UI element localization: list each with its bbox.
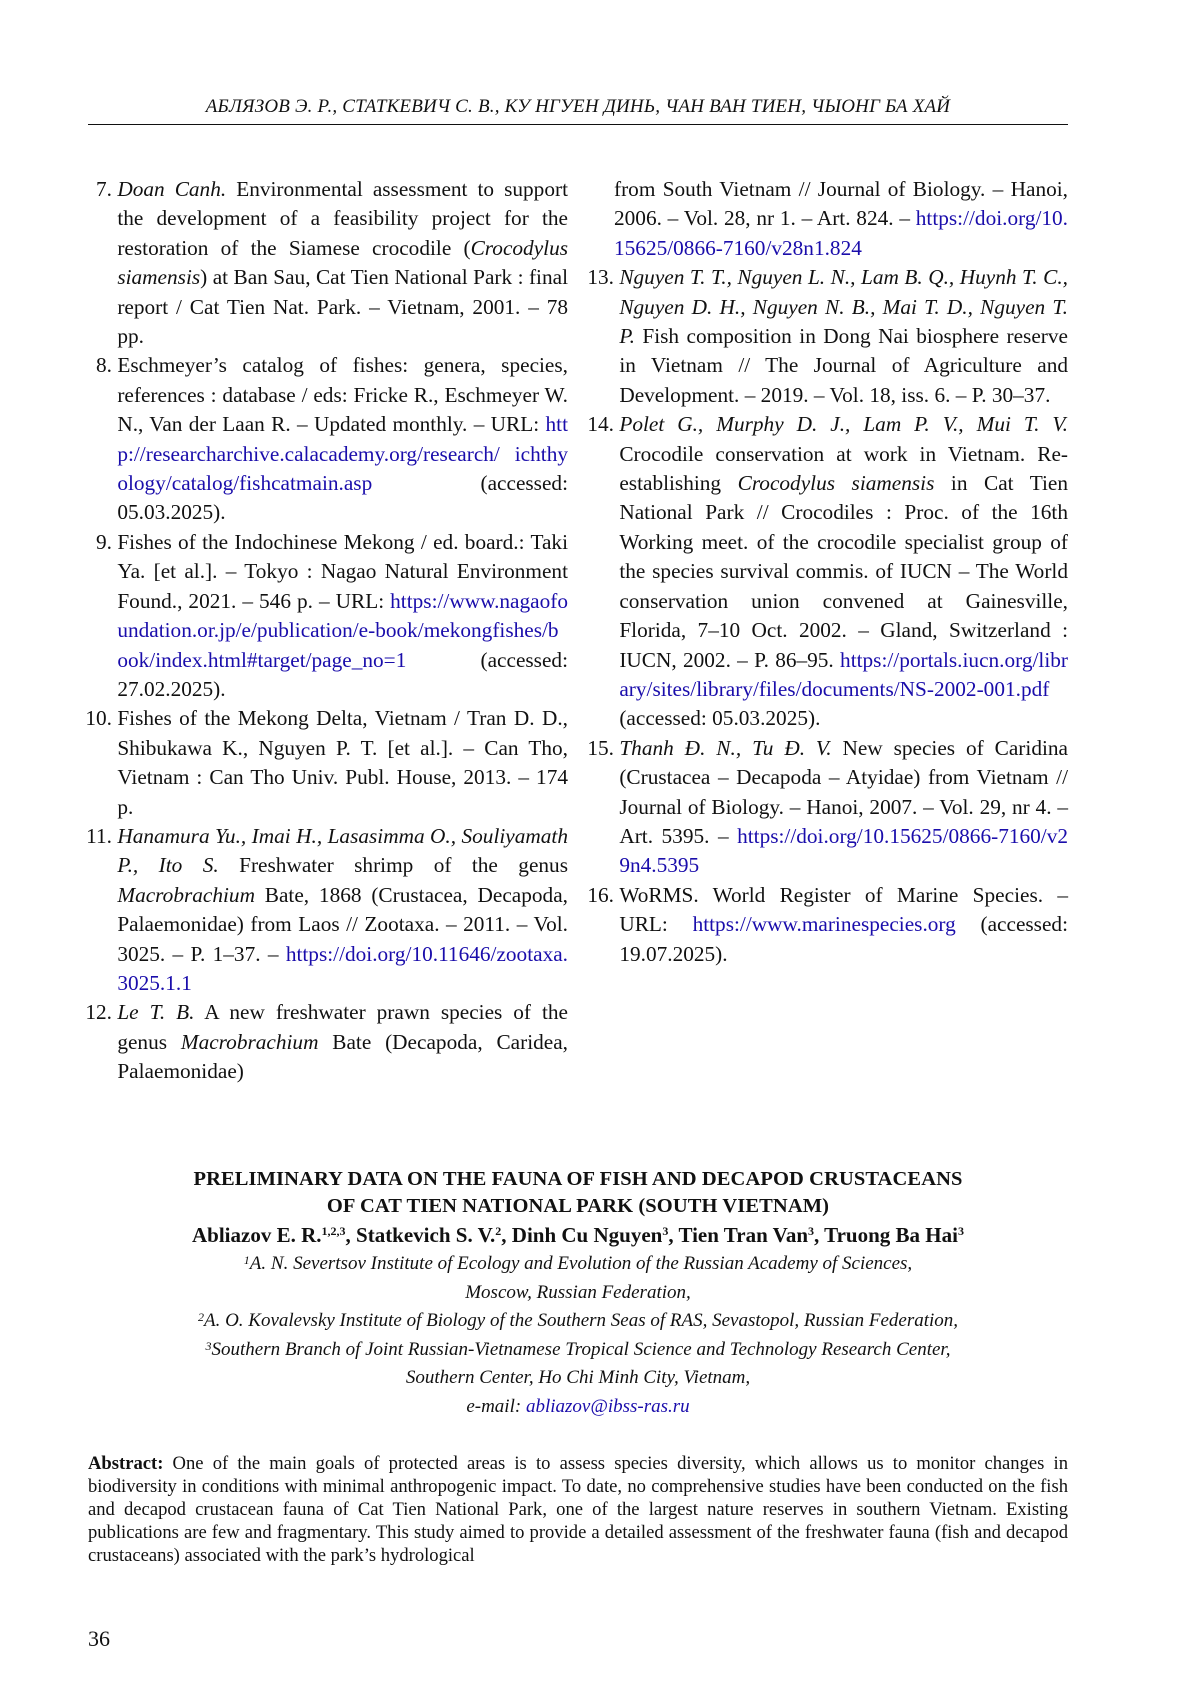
reference-text: [619, 263, 1068, 410]
reference-text: [619, 410, 1068, 733]
affiliation-marker: 3: [808, 1224, 815, 1238]
abstract-label: Abstract:: [88, 1453, 164, 1474]
reference-authors: Polet G., Murphy D. J., Lam P. V., Mui T. V.: [619, 412, 1068, 437]
reference-12: [70, 998, 568, 1086]
author-name: , Truong Ba Hai: [814, 1223, 958, 1247]
reference-number: 13.: [587, 265, 614, 290]
reference-link[interactable]: https://doi.org/10.15625/0866-7160/v28n1.824: [614, 206, 1068, 260]
reference-fragment: Freshwater shrimp of the genus: [218, 853, 568, 878]
affiliation-text: Southern Branch of Joint Russian-Vietnamese Tropical Science and Technology Research Center,: [211, 1338, 951, 1360]
reference-number: 11.: [86, 823, 112, 848]
abstract: [88, 1452, 1068, 1567]
affiliation-text: A. N. Severtsov Institute of Ecology and Evolution of the Russian Academy of Sciences,: [249, 1253, 913, 1274]
header-rule: [88, 124, 1068, 125]
reference-link[interactable]: https://doi.org/10.11646/zootaxa.3025.1.1: [117, 941, 568, 995]
affiliation-marker: 3: [205, 1338, 212, 1353]
reference-text: [117, 351, 568, 527]
reference-text: [117, 528, 568, 704]
reference-fragment: (accessed: 05.03.2025).: [117, 471, 568, 525]
author-name: Abliazov E. R.: [192, 1223, 322, 1247]
reference-number: 15.: [587, 735, 614, 760]
reference-number: 10.: [85, 706, 112, 731]
affiliation-marker: 3: [957, 1224, 964, 1238]
affiliation-1: [88, 1250, 1068, 1279]
reference-link[interactable]: https://portals.iucn.org/library/sites/library/files/documents/NS-2002-001.pdf: [619, 647, 1068, 701]
reference-authors: Thanh Đ. N., Tu Đ. V.: [619, 735, 832, 760]
reference-15: [568, 734, 1068, 881]
reference-fragment: Fish composition in Dong Nai biosphere reserve in Vietnam // The Journal of Agriculture and Development. – 2019. – Vol. 18, iss. 6. – P. 30–37.: [619, 324, 1068, 407]
reference-text: [619, 734, 1068, 881]
reference-fragment: Fishes of the Indochinese Mekong / ed. board.: Taki Ya. [et al.]. – Tokyo : Nagao Natural Environment Found., 2021. – 546 p. – URL:: [117, 529, 568, 613]
reference-7: [70, 175, 568, 351]
species-name: Crocodylus siamensis: [117, 235, 568, 290]
reference-16: [568, 881, 1068, 969]
reference-number: 7.: [96, 177, 112, 201]
affiliation-marker: 2: [197, 1310, 204, 1324]
references-left-column: [70, 175, 568, 1087]
reference-14: [568, 410, 1068, 733]
reference-fragment: (accessed: 05.03.2025).: [619, 706, 821, 731]
reference-number: 9.: [96, 529, 112, 554]
author-name: , Tien Tran Van: [668, 1223, 809, 1247]
affiliation-text: A. O. Kovalevsky Institute of Biology of the Southern Seas of RAS, Sevastopol, Russian Federation,: [203, 1310, 959, 1331]
reference-text: [117, 175, 568, 351]
reference-number: 16.: [587, 882, 614, 907]
author-name: , Dinh Cu Nguyen: [501, 1223, 663, 1247]
affiliation-3: [88, 1336, 1068, 1365]
reference-number: 8.: [96, 353, 112, 378]
affiliation-1-cont: Moscow, Russian Federation,: [465, 1281, 691, 1303]
running-header: АБЛЯЗОВ Э. Р., СТАТКЕВИЧ С. В., КУ НГУЕН ДИНЬ, ЧАН ВАН ТИЕН, ЧЫОНГ БА ХАЙ: [205, 96, 951, 117]
genus-name: Macrobrachium: [180, 1029, 319, 1054]
reference-fragment: ) at Ban Sau, Cat Tien National Park : final report / Cat Tien Nat. Park. – Vietnam, 2001. – 78 pp.: [117, 265, 568, 349]
contact-email: [88, 1393, 1068, 1422]
author-name: , Statkevich S. V.: [345, 1223, 496, 1247]
reference-authors: Le T. B.: [117, 1000, 195, 1025]
reference-authors: Hanamura Yu., Imai H., Lasasimma O., Souliyamath P., Ito S.: [117, 823, 568, 878]
reference-number: 14.: [587, 412, 614, 437]
reference-fragment: (accessed: 19.07.2025).: [619, 912, 1068, 966]
page-number: 36: [88, 1626, 110, 1651]
reference-fragment: Crocodile conservation at work in Vietnam. Re-establishing: [619, 441, 1068, 496]
affiliation-marker: 1: [243, 1253, 250, 1267]
affiliation-marker: 2: [495, 1224, 502, 1238]
affiliation-marker: 3: [662, 1224, 669, 1238]
reference-number: 12.: [85, 1000, 112, 1025]
reference-fragment: A new freshwater prawn species of the genus: [117, 1000, 568, 1054]
reference-fragment: from South Vietnam // Journal of Biology. – Hanoi, 2006. – Vol. 28, nr 1. – Art. 824. –: [614, 177, 1068, 231]
email-label: e-mail:: [466, 1395, 526, 1417]
reference-text: Fishes of the Mekong Delta, Vietnam / Tran D. D., Shibukawa K., Nguyen P. T. [et al.]. – Can Tho, Vietnam : Can Tho Univ. Publ. House, 2013. – 174 p.: [117, 706, 568, 819]
affiliation-marker: 1,2,3: [321, 1224, 346, 1238]
reference-13: [568, 263, 1068, 410]
paper-title-block: [88, 1166, 1068, 1421]
reference-text: [619, 881, 1068, 969]
reference-text: [117, 998, 568, 1086]
reference-fragment: (accessed: 27.02.2025).: [117, 647, 568, 701]
reference-fragment: New species of Caridina (Crustacea – Decapoda – Atyidae) from Vietnam // Journal of Biology. – Hanoi, 2007. – Vol. 29, nr 4. – Art. 5395. –: [619, 735, 1068, 848]
reference-link[interactable]: http://researcharchive.calacademy.org/research/ ichthyology/catalog/fishcatmain.asp: [117, 412, 568, 496]
genus-name: Macrobrachium: [117, 882, 255, 907]
reference-authors: Doan Canh.: [117, 177, 227, 201]
reference-10: [70, 704, 568, 822]
reference-fragment: Bate (Decapoda, Caridea, Palaemonidae): [117, 1029, 568, 1084]
abstract-text: One of the main goals of protected areas is to assess species diversity, which allows us to monitor changes in biodiversity in conditions with minimal anthropogenic impact. To date, no comprehensive studies have been conducted on the fish and decapod crustacean fauna of Cat Tien National Park, one of the largest nature reserves in southern Vietnam. Existing publications are few and fragmentary. This study aimed to provide a detailed assessment of the freshwater fauna (fish and decapod crustaceans) associated with the park’s hydrological: [88, 1453, 1068, 1566]
reference-11: [70, 822, 568, 998]
paper-title-line-2: OF CAT TIEN NATIONAL PARK (SOUTH VIETNAM): [326, 1195, 830, 1217]
reference-9: [70, 528, 568, 704]
author-list: [88, 1220, 1068, 1250]
reference-8: [70, 351, 568, 527]
reference-link[interactable]: https://www.nagaofoundation.or.jp/e/publication/e-book/mekongfishes/book/index.html#target/page_no=1: [117, 588, 568, 672]
email-link[interactable]: abliazov@ibss-ras.ru: [525, 1395, 690, 1417]
reference-fragment: Bate, 1868 (Crustacea, Decapoda, Palaemonidae) from Laos // Zootaxa. – 2011. – Vol. 3025. – P. 1–37. –: [117, 882, 568, 966]
reference-link[interactable]: https://doi.org/10.15625/0866-7160/v29n4.5395: [619, 823, 1068, 878]
species-name: Crocodylus siamensis: [737, 471, 935, 496]
reference-fragment: in Cat Tien National Park // Crocodiles : Proc. of the 16th Working meet. of the crocodile specialist group of the species survival commis. of IUCN – The World conservation union convened at Gainesville, Florida, 7–10 Oct. 2002. – Gland, Switzerland : IUCN, 2002. – P. 86–95.: [619, 471, 1068, 672]
reference-fragment: Eschmeyer’s catalog of fishes: genera, species, references : database / eds: Fricke R., Eschmeyer W. N., Van der Laan R. – Updated monthly. – URL:: [117, 353, 568, 437]
reference-fragment: Environmental assessment to support the development of a feasibility project for the restoration of the Siamese crocodile (: [117, 177, 568, 260]
reference-authors: Nguyen T. T., Nguyen L. N., Lam B. Q., Huynh T. C., Nguyen D. H., Nguyen N. B., Mai T. D., Nguyen T. P.: [619, 265, 1068, 349]
reference-link[interactable]: https://www.marinespecies.org: [692, 912, 956, 937]
reference-12-continuation: [568, 175, 1068, 263]
reference-fragment: WoRMS. World Register of Marine Species. – URL:: [619, 882, 1068, 937]
affiliation-3-cont: Southern Center, Ho Chi Minh City, Vietnam,: [405, 1367, 751, 1388]
reference-text: [117, 822, 568, 998]
affiliation-2: [88, 1307, 1068, 1336]
paper-title-line-1: PRELIMINARY DATA ON THE FAUNA OF FISH AND DECAPOD CRUSTACEANS: [193, 1168, 963, 1190]
references-right-column: [568, 175, 1068, 969]
